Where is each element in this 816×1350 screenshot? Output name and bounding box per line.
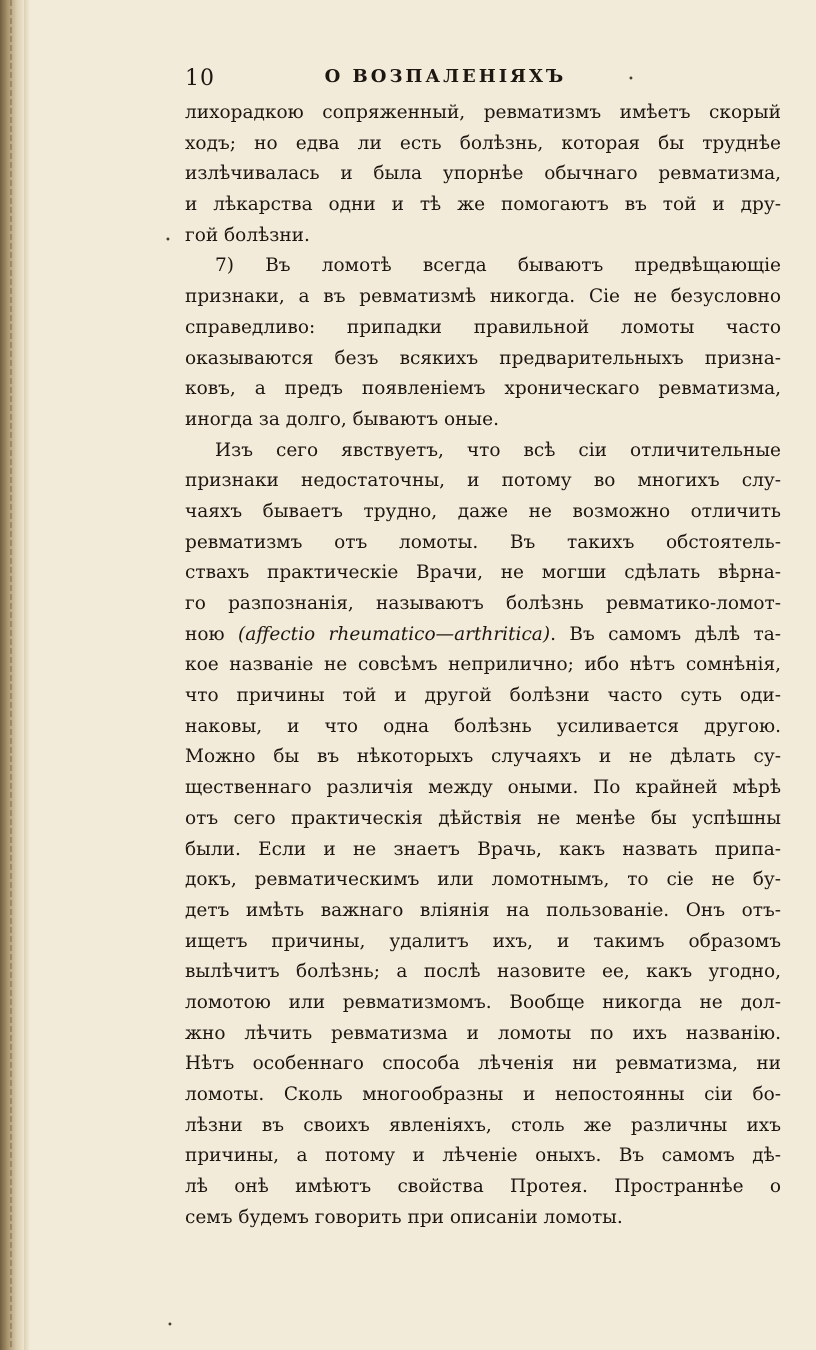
text-line: лихорадкою сопряженный, ревматизмъ имѣетъ скорый <box>185 102 781 123</box>
page-body <box>185 98 781 1233</box>
page-header <box>185 66 595 94</box>
running-title: О ВОЗПАЛЕНIЯХЪ <box>324 66 567 87</box>
text-line: Нѣтъ особеннаго способа лѣченія ни ревматизма, ни <box>185 1053 781 1075</box>
text-line: причины, а потому и лѣченіе оныхъ. Въ самомъ дѣ- <box>185 1145 781 1167</box>
text-line: го разпознанія, называютъ болѣзнь ревматико-ломот- <box>185 593 781 614</box>
text-line: чаяхъ бываетъ трудно, даже не возможно отличить <box>185 500 781 522</box>
page-number: 10 <box>185 66 215 91</box>
text-line: что причины той и другой болѣзни часто суть оди- <box>185 685 781 707</box>
text-fragment: . Въ самомъ дѣлѣ та- <box>550 623 781 645</box>
text-fragment: ною <box>185 623 225 645</box>
text-line: ревматизмъ отъ ломоты. Въ такихъ обстоятель- <box>185 531 781 553</box>
text-line: признаки, а въ ревматизмѣ никогда. Сіе не безусловно <box>185 286 781 308</box>
text-line: оказываются безъ всякихъ предварительныхъ призна- <box>185 347 781 369</box>
text-line: иногда за долго, бываютъ оные. <box>185 408 499 430</box>
text-line: наковы, и что одна болѣзнь усиливается другою. <box>185 715 781 737</box>
text-line: лѣ онѣ имѣютъ свойства Протея. Пространнѣе о <box>185 1176 781 1198</box>
text-line: ищетъ причины, удалитъ ихъ, и такимъ образомъ <box>185 930 781 952</box>
text-line: детъ имѣть важнаго вліянія на пользованіе. Онъ отъ- <box>185 899 781 921</box>
text-line: 7) Въ ломотѣ всегда бываютъ предвѣщающіе <box>215 255 781 277</box>
ink-speck: • <box>167 1320 173 1331</box>
text-line: семъ будемъ говорить при описаніи ломоты. <box>185 1206 623 1228</box>
text-line: ствахъ практическіе Врачи, не могши сдѣлать вѣрна- <box>185 562 781 584</box>
text-line: излѣчивалась и была упорнѣе обычнаго ревматизма, <box>185 163 781 185</box>
text-line-mixed <box>185 620 781 651</box>
text-line: признаки недостаточны, и потому во многихъ слу- <box>185 470 781 492</box>
text-line: гой болѣзни. <box>185 224 310 246</box>
text-line: кое названіе не совсѣмъ неприлично; ибо нѣтъ сомнѣнія, <box>185 654 781 676</box>
ink-speck: • <box>628 74 634 85</box>
text-line: жно лѣчить ревматизма и ломоты по ихъ названію. <box>185 1022 781 1044</box>
text-line: отъ сего практическія дѣйствія не менѣе бы успѣшны <box>185 807 781 829</box>
text-line: ломотою или ревматизмомъ. Вообще никогда не дол- <box>185 991 781 1013</box>
latin-term: (affectio rheumatico—arthritica) <box>238 623 551 645</box>
text-line: ходъ; но едва ли есть болѣзнь, которая бы труднѣе <box>185 132 781 154</box>
text-line: и лѣкарства одни и тѣ же помогаютъ въ той и дру- <box>185 194 781 216</box>
text-line: Изъ сего явствуетъ, что всѣ сіи отличительные <box>215 439 781 461</box>
text-line: ломоты. Сколь многообразны и непостоянны сіи бо- <box>185 1084 781 1105</box>
text-line: ковъ, а предъ появленіемъ хроническаго ревматизма, <box>185 378 781 400</box>
text-line: были. Если и не знаетъ Врачь, какъ назвать припа- <box>185 838 781 860</box>
text-line: вылѣчитъ болѣзнь; а послѣ назовите ее, какъ угодно, <box>185 961 781 983</box>
book-spine-shadow <box>0 0 24 1350</box>
text-line: лѣзни въ своихъ явленіяхъ, столь же различны ихъ <box>185 1114 781 1136</box>
text-line: справедливо: припадки правильной ломоты часто <box>185 316 781 338</box>
text-line: Можно бы въ нѣкоторыхъ случаяхъ и не дѣлать су- <box>185 746 781 768</box>
text-line: щественнаго различія между оными. По крайней мѣрѣ <box>185 777 781 799</box>
text-line: докъ, ревматическимъ или ломотнымъ, то сіе не бу- <box>185 869 781 891</box>
page-gutter <box>24 0 30 1350</box>
ink-speck: • <box>165 235 171 246</box>
